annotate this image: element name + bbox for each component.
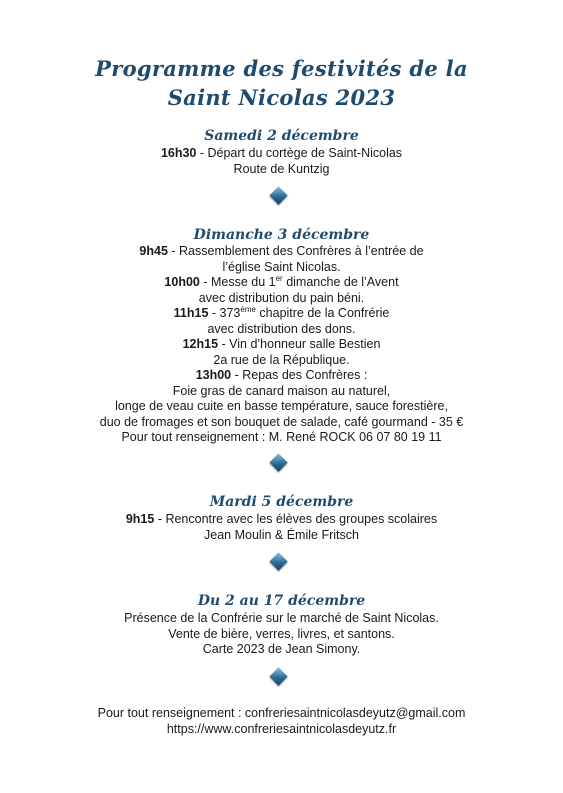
event-line: Route de Kuntzig (233, 161, 330, 176)
event-line (0, 275, 563, 291)
event-line: avec distribution du pain béni. (198, 290, 365, 305)
event-text: chapitre de la Confrérie (255, 306, 390, 320)
diamond-icon (269, 552, 287, 570)
section-body-samedi (0, 146, 563, 177)
event-time: 9h15 (125, 512, 155, 526)
footer-email-line[interactable]: Pour tout renseignement : confreriesaintnicolasdeyutz@gmail.com (97, 706, 466, 720)
section-heading-dimanche: Dimanche 3 décembre (193, 227, 370, 243)
event-line: Vente de bière, verres, livres, et santons. (168, 626, 395, 641)
event-time: 11h15 (173, 306, 209, 320)
event-line: Jean Moulin & Émile Fritsch (204, 527, 359, 542)
event-line: 2a rue de la République. (213, 352, 350, 367)
footer-website-link[interactable]: https://www.confreriesaintnicolasdeyutz.fr (166, 721, 397, 736)
event-time: 13h00 (195, 368, 232, 382)
event-line (0, 146, 563, 162)
event-line: Carte 2023 de Jean Simony. (202, 642, 361, 656)
diamond-icon (269, 453, 287, 471)
event-text: - Départ du cortège de Saint-Nicolas (196, 146, 403, 160)
page-title-line2: Saint Nicolas 2023 (167, 85, 396, 110)
event-line (0, 306, 563, 322)
event-line: l’église Saint Nicolas. (222, 259, 341, 274)
diamond-icon (269, 186, 287, 204)
event-text: - Messe du 1 (199, 275, 276, 289)
menu-line: Foie gras de canard maison au naturel, (172, 383, 391, 398)
footer-contact (0, 706, 563, 737)
event-line (0, 512, 563, 528)
event-line (0, 368, 563, 384)
event-line (0, 244, 563, 260)
menu-line: duo de fromages et son bouquet de salade, café gourmand - 35 € (99, 414, 464, 429)
event-text: - Rencontre avec les élèves des groupes scolaires (154, 512, 438, 526)
event-line: Présence de la Confrérie sur le marché de Saint Nicolas. (124, 611, 439, 625)
section-body-mardi (0, 512, 563, 543)
event-time: 10h00 (164, 275, 200, 289)
section-body-dimanche (0, 244, 563, 446)
section-heading-samedi: Samedi 2 décembre (204, 128, 359, 144)
section-body-du-2-au-17 (0, 611, 563, 658)
section-heading-mardi: Mardi 5 décembre (209, 494, 354, 510)
menu-line: longe de veau cuite en basse température, sauce forestière, (115, 399, 448, 413)
diamond-icon (269, 667, 287, 685)
event-text: - Vin d’honneur salle Bestien (218, 337, 381, 351)
event-time: 16h30 (160, 146, 197, 160)
contact-line: Pour tout renseignement : M. René ROCK 06 07 80 19 11 (121, 430, 442, 444)
event-line (0, 337, 563, 353)
event-text: - Rassemblement des Confrères à l’entrée de (167, 244, 424, 258)
ordinal-suffix: er (275, 274, 283, 283)
ordinal-suffix: ème (240, 305, 256, 314)
event-line: avec distribution des dons. (207, 321, 356, 336)
event-time: 9h45 (139, 244, 168, 258)
event-time: 12h15 (182, 337, 219, 351)
event-text: - Repas des Confrères : (231, 368, 368, 382)
page-title-line1: Programme des festivités de la (95, 56, 468, 81)
event-text: dimanche de l’Avent (282, 275, 399, 289)
section-heading-du-2-au-17: Du 2 au 17 décembre (197, 593, 366, 609)
event-text: - 373 (208, 306, 241, 320)
